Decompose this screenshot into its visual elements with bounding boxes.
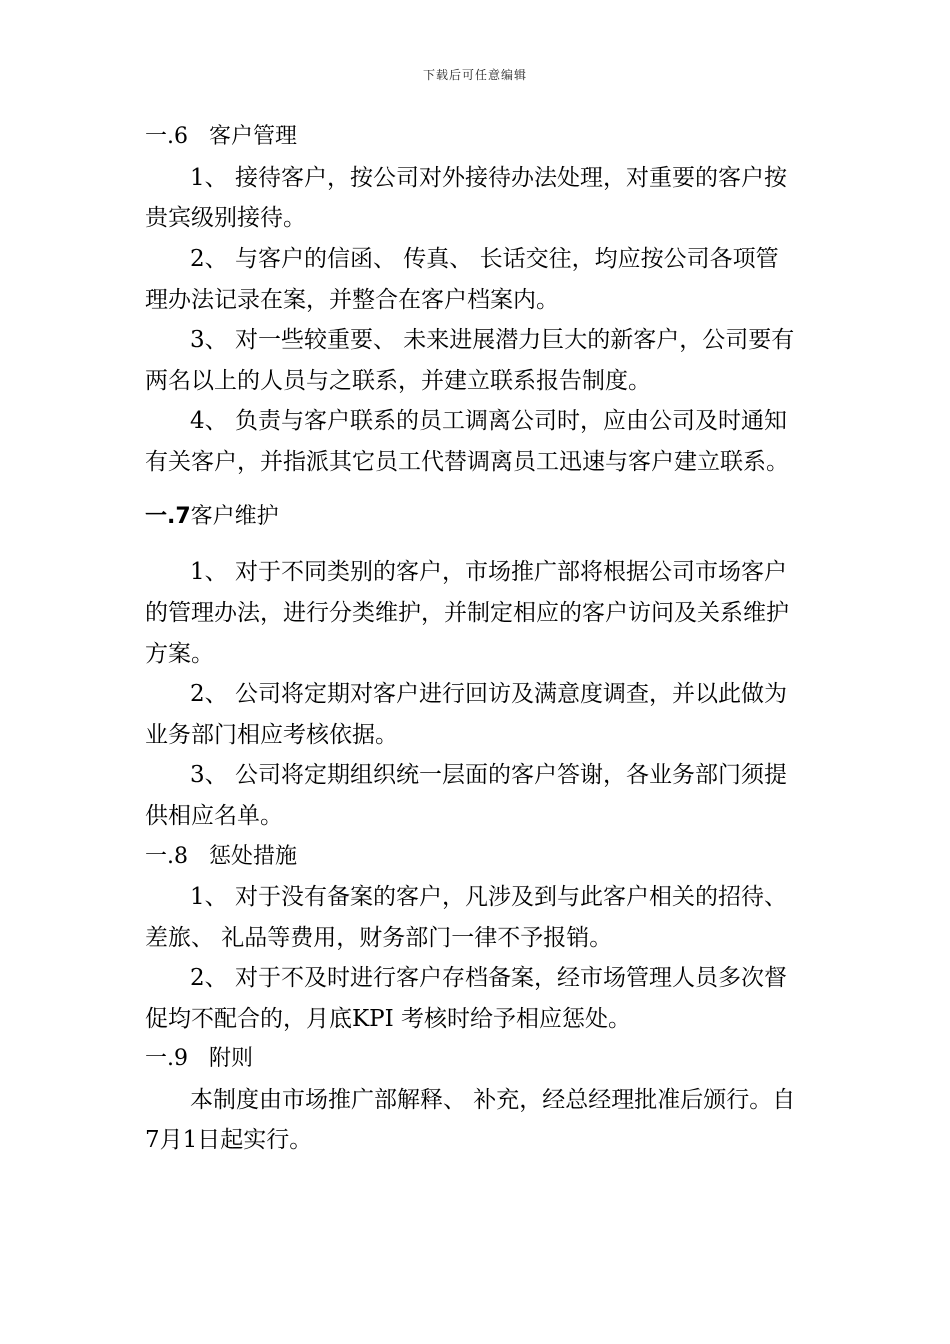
section-number: 一.8: [145, 844, 188, 869]
paragraph-line: 促均不配合的，月底KPI 考核时给予相应惩处。: [145, 1006, 632, 1032]
section-heading-9: [145, 1044, 253, 1074]
paragraph-line: 供相应名单。: [145, 803, 283, 829]
paragraph-line: 7月1日起实行。: [145, 1127, 313, 1153]
paragraph-line: 贵宾级别接待。: [145, 205, 306, 231]
paragraph-line: 本制度由市场推广部解释、 补充，经总经理批准后颁行。自: [190, 1087, 796, 1113]
section-title: 客户管理: [208, 124, 297, 149]
paragraph-line: 两名以上的人员与之联系，并建立联系报告制度。: [145, 368, 651, 394]
paragraph-line: 2、 与客户的信函、 传真、 长话交往，均应按公司各项管: [190, 246, 779, 272]
section-number: 一.7: [145, 504, 191, 529]
paragraph-line: 4、 负责与客户联系的员工调离公司时，应由公司及时通知: [190, 408, 787, 434]
paragraph-line: 的管理办法，进行分类维护，并制定相应的客户访问及关系维护: [145, 600, 789, 626]
section-title: 客户维护: [190, 504, 279, 529]
section-title: 惩处措施: [208, 844, 297, 869]
paragraph-line: 3、 对一些较重要、 未来进展潜力巨大的新客户，公司要有: [190, 327, 795, 353]
paragraph-line: 差旅、 礼品等费用，财务部门一律不予报销。: [145, 925, 613, 951]
section-title: 附则: [208, 1046, 253, 1071]
section-heading-8: [145, 842, 297, 872]
paragraph-line: 1、 接待客户，按公司对外接待办法处理，对重要的客户按: [190, 165, 787, 191]
section-heading-7: [145, 502, 279, 532]
paragraph-line: 1、 对于不同类别的客户，市场推广部将根据公司市场客户: [190, 559, 787, 585]
section-number: 一.9: [145, 1046, 188, 1071]
paragraph-line: 理办法记录在案，并整合在客户档案内。: [145, 287, 559, 313]
paragraph-line: 2、 对于不及时进行客户存档备案，经市场管理人员多次督: [190, 965, 787, 991]
paragraph-line: 1、 对于没有备案的客户，凡涉及到与此客户相关的招待、: [190, 884, 787, 910]
paragraph-line: 2、 公司将定期对客户进行回访及满意度调查，并以此做为: [190, 681, 787, 707]
paragraph-line: 业务部门相应考核依据。: [145, 722, 398, 748]
section-heading-6: [145, 122, 297, 152]
paragraph-line: 方案。: [145, 641, 214, 667]
page-header: 下载后可任意编辑: [422, 68, 527, 82]
section-number: 一.6: [145, 124, 188, 149]
paragraph-line: 3、 公司将定期组织统一层面的客户答谢，各业务部门须提: [190, 762, 787, 788]
paragraph-line: 有关客户，并指派其它员工代替调离员工迅速与客户建立联系。: [145, 449, 789, 475]
